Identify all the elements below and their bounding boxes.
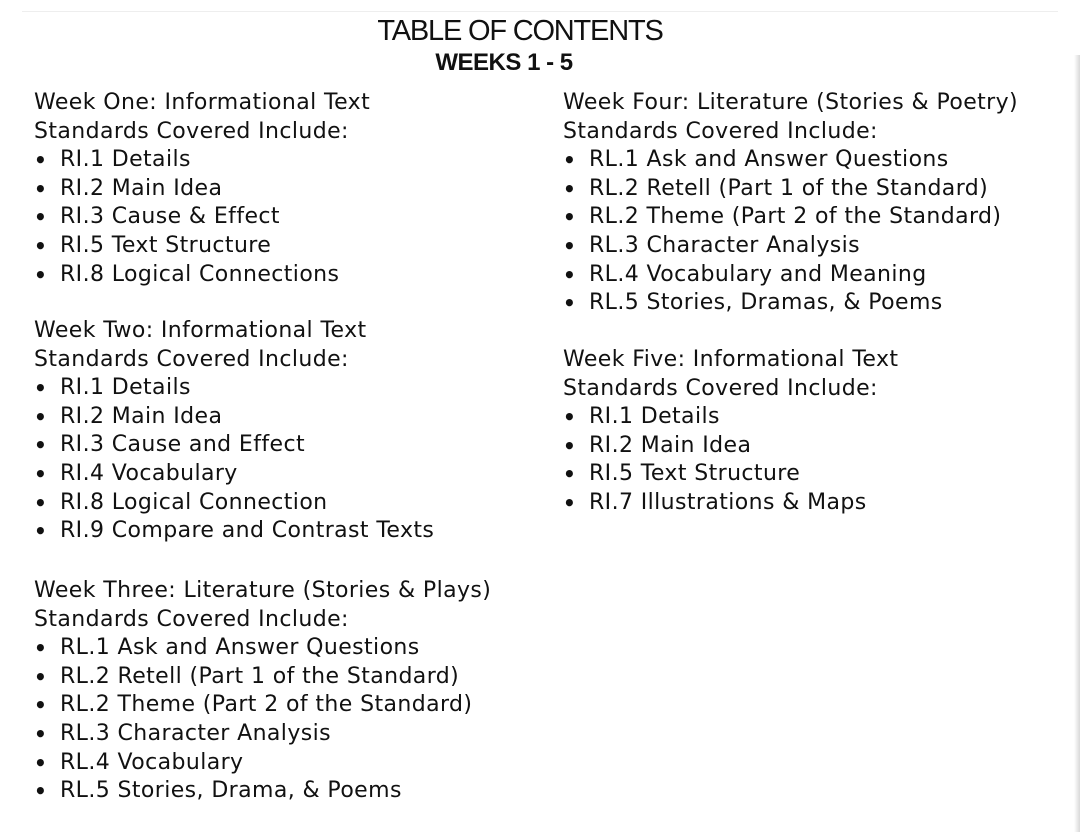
- bullet-icon: •: [34, 490, 48, 515]
- bullet-icon: •: [563, 462, 577, 487]
- standard-item-label: RI.8 Logical Connections: [60, 261, 340, 287]
- standard-item-label: RI.9 Compare and Contrast Texts: [60, 518, 435, 544]
- bullet-icon: •: [34, 721, 48, 746]
- standard-item: [34, 489, 434, 518]
- standard-item: [563, 289, 1018, 318]
- standard-item-label: RL.3 Character Analysis: [60, 720, 331, 746]
- standard-item-label: RI.1 Details: [60, 375, 191, 401]
- standard-item: [34, 146, 370, 175]
- standard-item: [34, 403, 434, 432]
- standard-item: [34, 691, 491, 720]
- standard-item: [563, 146, 1018, 175]
- standard-item: [34, 634, 491, 663]
- standard-item: [34, 720, 491, 749]
- standard-item-label: RL.1 Ask and Answer Questions: [589, 147, 949, 173]
- week-three-section: [34, 577, 491, 806]
- week-five-section: [563, 346, 898, 518]
- bullet-icon: •: [34, 519, 48, 544]
- bullet-icon: •: [34, 233, 48, 258]
- standard-item: [34, 261, 370, 290]
- standard-item-label: RL.1 Ask and Answer Questions: [60, 635, 420, 661]
- standard-item-label: RL.5 Stories, Dramas, & Poems: [589, 290, 943, 316]
- week-heading: Week One: Informational Text: [34, 90, 371, 115]
- standard-item-label: RL.3 Character Analysis: [589, 232, 860, 258]
- bullet-icon: •: [34, 262, 48, 287]
- standard-item: [563, 261, 1018, 290]
- bullet-icon: •: [563, 205, 577, 230]
- bullet-icon: •: [563, 262, 577, 287]
- standard-item: [563, 489, 898, 518]
- standard-item-label: RI.1 Details: [60, 147, 191, 173]
- bullet-icon: •: [34, 376, 48, 401]
- bullet-icon: •: [34, 176, 48, 201]
- standard-item: [563, 203, 1018, 232]
- standards-covered-label: Standards Covered Include:: [34, 606, 349, 632]
- standard-item: [563, 432, 898, 461]
- standard-item-label: RI.7 Illustrations & Maps: [589, 489, 867, 515]
- bullet-icon: •: [34, 148, 48, 173]
- bullet-icon: •: [34, 664, 48, 689]
- standard-item-label: RL.2 Retell (Part 1 of the Standard): [589, 175, 989, 201]
- standard-item: [563, 175, 1018, 204]
- bullet-icon: •: [563, 176, 577, 201]
- page-subtitle: WEEKS 1 - 5: [435, 49, 573, 76]
- standard-item: [34, 460, 434, 489]
- week-heading: Week Two: Informational Text: [34, 318, 367, 343]
- standard-item-label: RI.5 Text Structure: [589, 461, 801, 487]
- week-one-section: [34, 89, 370, 289]
- bullet-icon: •: [34, 693, 48, 718]
- standard-item: [34, 663, 491, 692]
- week-two-section: [34, 317, 434, 546]
- standard-item-label: RL.4 Vocabulary and Meaning: [589, 261, 927, 287]
- standards-covered-label: Standards Covered Include:: [563, 118, 878, 144]
- standard-item: [563, 232, 1018, 261]
- standard-item-label: RL.4 Vocabulary: [60, 749, 244, 775]
- standard-item-label: RI.3 Cause & Effect: [60, 204, 280, 230]
- standard-item: [34, 175, 370, 204]
- standard-item-label: RI.2 Main Idea: [589, 432, 752, 458]
- standard-item-label: RL.2 Theme (Part 2 of the Standard): [589, 204, 1002, 230]
- page-title: TABLE OF CONTENTS: [377, 15, 663, 47]
- standard-item-label: RI.8 Logical Connection: [60, 489, 328, 515]
- bullet-icon: •: [34, 636, 48, 661]
- standard-item-label: RI.4 Vocabulary: [60, 460, 238, 486]
- bullet-icon: •: [563, 490, 577, 515]
- standard-item: [34, 374, 434, 403]
- standard-item-label: RI.1 Details: [589, 404, 720, 430]
- standard-item-label: RI.3 Cause and Effect: [60, 432, 305, 458]
- standard-item: [34, 749, 491, 778]
- standard-item: [34, 232, 370, 261]
- bullet-icon: •: [34, 205, 48, 230]
- standard-item-label: RI.2 Main Idea: [60, 175, 223, 201]
- top-divider: [22, 11, 1058, 12]
- standard-item-label: RL.2 Retell (Part 1 of the Standard): [60, 663, 460, 689]
- bullet-icon: •: [563, 233, 577, 258]
- bullet-icon: •: [563, 405, 577, 430]
- bullet-icon: •: [34, 433, 48, 458]
- standard-item-label: RI.2 Main Idea: [60, 403, 223, 429]
- standards-list: [563, 403, 898, 517]
- bullet-icon: •: [34, 779, 48, 804]
- week-four-section: [563, 89, 1018, 318]
- standard-item-label: RI.5 Text Structure: [60, 232, 272, 258]
- standard-item: [34, 777, 491, 806]
- standard-item: [34, 517, 434, 546]
- standard-item: [563, 460, 898, 489]
- bullet-icon: •: [563, 291, 577, 316]
- standard-item: [34, 203, 370, 232]
- bullet-icon: •: [563, 433, 577, 458]
- bullet-icon: •: [34, 750, 48, 775]
- standards-list: [34, 634, 491, 806]
- standard-item-label: RL.2 Theme (Part 2 of the Standard): [60, 692, 473, 718]
- standard-item: [34, 431, 434, 460]
- bullet-icon: •: [563, 148, 577, 173]
- bullet-icon: •: [34, 404, 48, 429]
- standards-list: [34, 374, 434, 546]
- week-heading: Week Three: Literature (Stories & Plays): [34, 578, 492, 603]
- page-edge-shadow: [1074, 55, 1080, 832]
- standards-covered-label: Standards Covered Include:: [34, 346, 349, 372]
- standards-list: [563, 146, 1018, 318]
- standards-covered-label: Standards Covered Include:: [563, 375, 878, 401]
- standard-item: [563, 403, 898, 432]
- standards-list: [34, 146, 370, 289]
- week-heading: Week Five: Informational Text: [563, 347, 899, 372]
- standards-covered-label: Standards Covered Include:: [34, 118, 349, 144]
- week-heading: Week Four: Literature (Stories & Poetry): [563, 90, 1019, 115]
- bullet-icon: •: [34, 461, 48, 486]
- standard-item-label: RL.5 Stories, Drama, & Poems: [60, 778, 402, 804]
